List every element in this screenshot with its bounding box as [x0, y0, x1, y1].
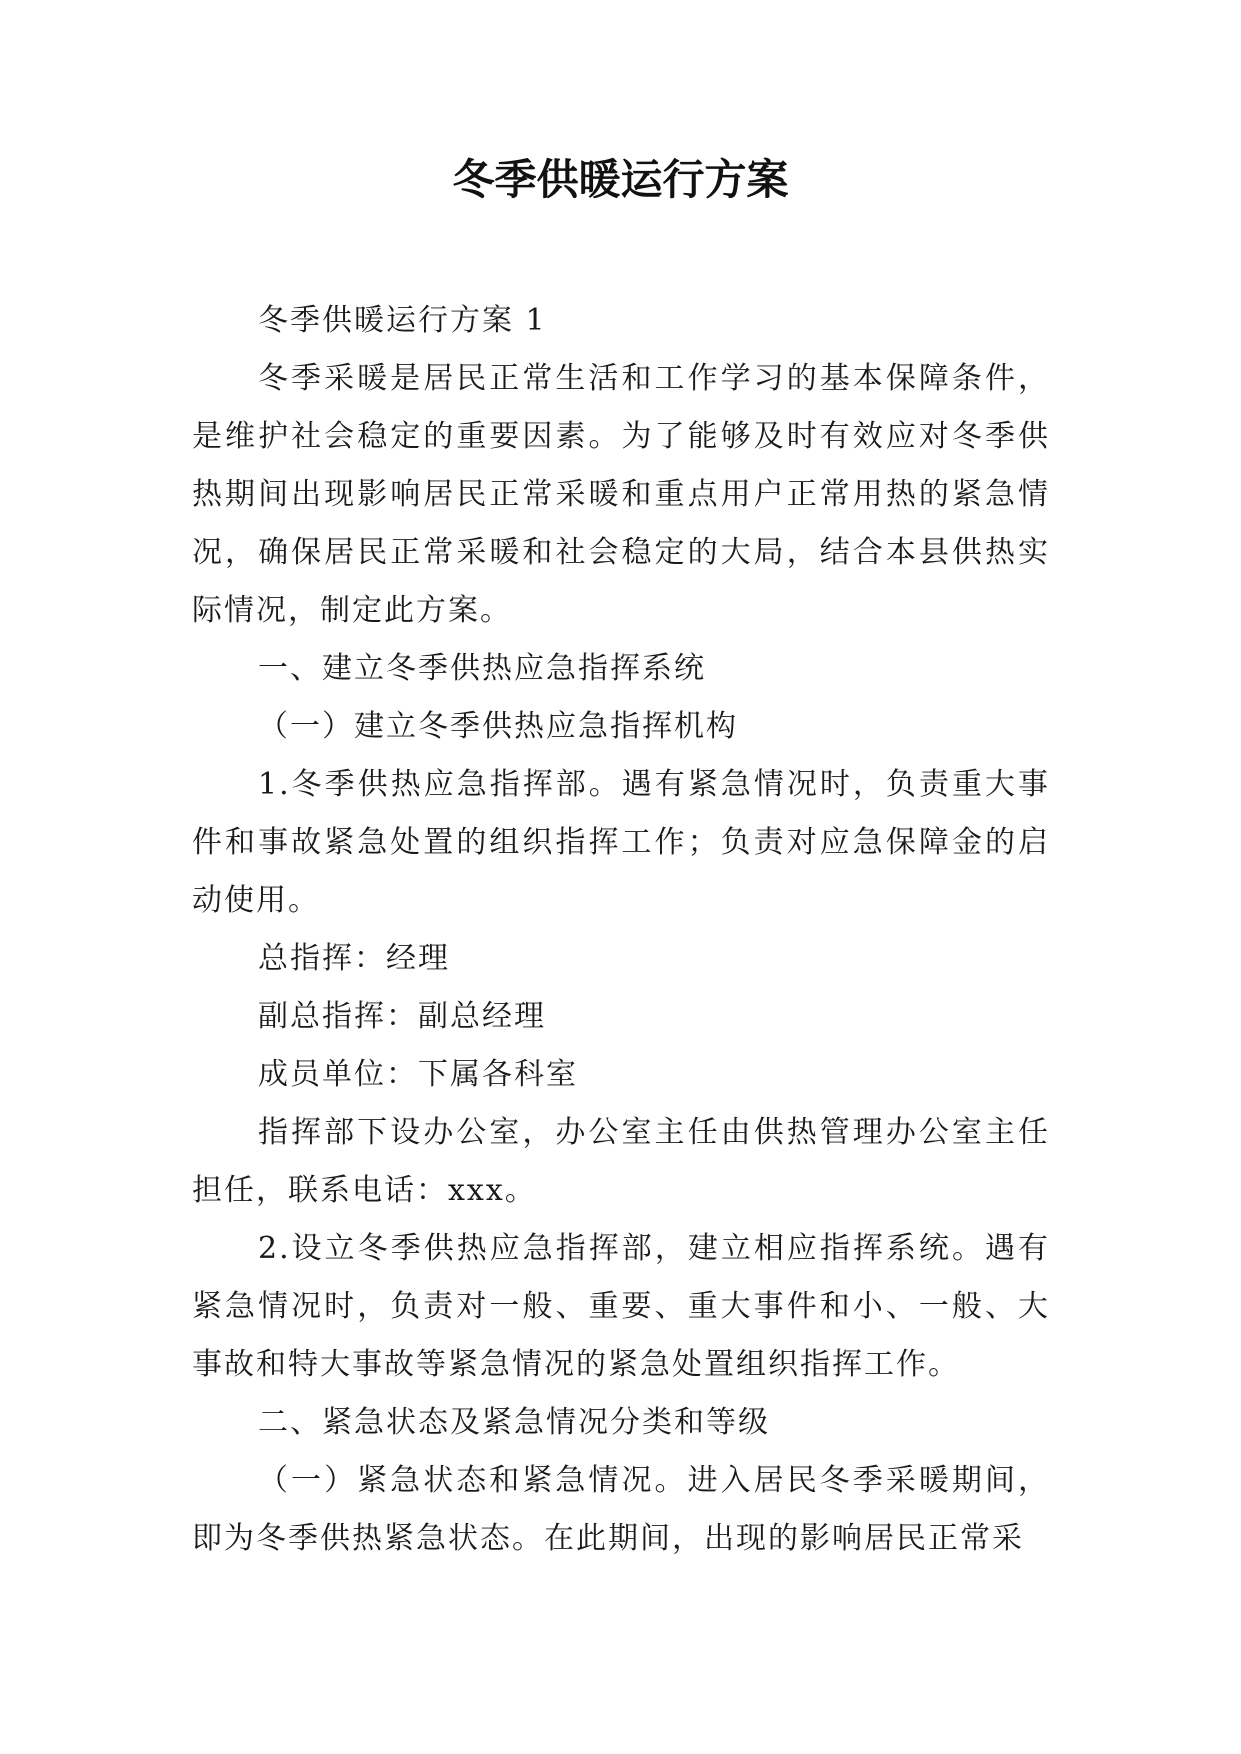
paragraph-subtitle: 冬季供暖运行方案 1 [258, 303, 547, 338]
paragraph-intro: 冬季采暖是居民正常生活和工作学习的基本保障条件，是维护社会稳定的重要因素。为了能够及时有效应对冬季供热期间出现影响居民正常采暖和重点用户正常用热的紧急情况，确保居民正常采暖和社会稳定的大局，结合本县供热实际情况，制定此方案。 [192, 361, 1050, 628]
paragraph-emergency-state: （一）紧急状态和紧急情况。进入居民冬季采暖期间，即为冬季供热紧急状态。在此期间，出现的影响居民正常采 [192, 1463, 1050, 1556]
section-heading-1: 一、建立冬季供热应急指挥系统 [258, 651, 706, 686]
paragraph-item-1: 1.冬季供热应急指挥部。遇有紧急情况时，负责重大事件和事故紧急处置的组织指挥工作；负责对应急保障金的启动使用。 [192, 767, 1050, 918]
paragraph-deputy-commander: 副总指挥：副总经理 [258, 999, 546, 1034]
subsection-heading-1-1: （一）建立冬季供热应急指挥机构 [258, 709, 738, 744]
paragraph-item-2: 2.设立冬季供热应急指挥部，建立相应指挥系统。遇有紧急情况时，负责对一般、重要、重大事件和小、一般、大事故和特大事故等紧急情况的紧急处置组织指挥工作。 [192, 1231, 1050, 1382]
paragraph-office: 指挥部下设办公室，办公室主任由供热管理办公室主任担任，联系电话：xxx。 [192, 1115, 1050, 1208]
paragraph-commander: 总指挥：经理 [258, 941, 450, 976]
paragraph-member-units: 成员单位：下属各科室 [258, 1057, 578, 1092]
document-body [192, 292, 1050, 1568]
document-title: 冬季供暖运行方案 [452, 155, 789, 204]
section-heading-2: 二、紧急状态及紧急情况分类和等级 [258, 1405, 770, 1440]
